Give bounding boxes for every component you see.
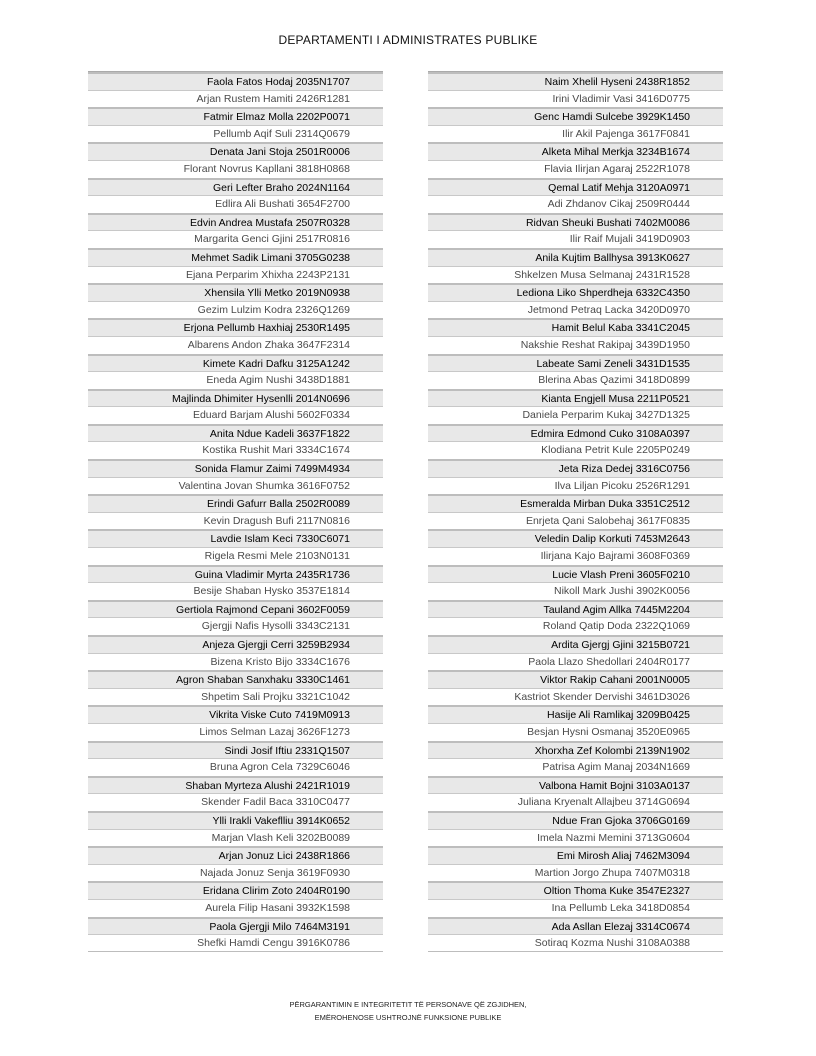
list-item: Arjan Jonuz Lici 2438R1866 [88, 846, 383, 864]
list-item: Enrjeta Qani Salobehaj 3617F0835 [428, 512, 723, 530]
list-item: Paola Llazo Shedollari 2404R0177 [428, 653, 723, 671]
list-item: Rigela Resmi Mele 2103N0131 [88, 547, 383, 565]
list-item: Adi Zhdanov Cikaj 2509R0444 [428, 195, 723, 213]
list-item: Guina Vladimir Myrta 2435R1736 [88, 565, 383, 583]
document-title: DEPARTAMENTI I ADMINISTRATES PUBLIKE [278, 33, 538, 47]
list-item: Kostika Rushit Mari 3334C1674 [88, 441, 383, 459]
list-item: Sindi Josif Iftiu 2331Q1507 [88, 741, 383, 759]
list-item: Pellumb Aqif Suli 2314Q0679 [88, 125, 383, 143]
list-item: Patrisa Agim Manaj 2034N1669 [428, 758, 723, 776]
list-item: Florant Novrus Kapllani 3818H0868 [88, 160, 383, 178]
list-item: Gjergji Nafis Hysolli 3343C2131 [88, 617, 383, 635]
list-item: Veledin Dalip Korkuti 7453M2643 [428, 529, 723, 547]
list-item: Valbona Hamit Bojni 3103A0137 [428, 776, 723, 794]
list-item: Esmeralda Mirban Duka 3351C2512 [428, 494, 723, 512]
list-item: Agron Shaban Sanxhaku 3330C1461 [88, 670, 383, 688]
list-item: Ilirjana Kajo Bajrami 3608F0369 [428, 547, 723, 565]
list-item: Edvin Andrea Mustafa 2507R0328 [88, 213, 383, 231]
list-item: Oltion Thoma Kuke 3547E2327 [428, 881, 723, 899]
list-item: Eridana Clirim Zoto 2404R0190 [88, 881, 383, 899]
list-item: Shkelzen Musa Selmanaj 2431R1528 [428, 266, 723, 284]
list-item: Sonida Flamur Zaimi 7499M4934 [88, 459, 383, 477]
footer-line-2: EMËROHENOSE USHTROJNË FUNKSIONE PUBLIKE [314, 1013, 502, 1022]
list-item: Klodiana Petrit Kule 2205P0249 [428, 441, 723, 459]
list-item: Besjan Hysni Osmanaj 3520E0965 [428, 723, 723, 741]
list-item: Mehmet Sadik Limani 3705G0238 [88, 248, 383, 266]
list-item: Lavdie Islam Keci 7330C6071 [88, 529, 383, 547]
list-item: Margarita Genci Gjini 2517R0816 [88, 230, 383, 248]
list-item: Lucie Vlash Preni 3605F0210 [428, 565, 723, 583]
list-item: Denata Jani Stoja 2501R0006 [88, 142, 383, 160]
list-item: Naim Xhelil Hyseni 2438R1852 [428, 72, 723, 90]
list-item: Ilir Raif Mujali 3419D0903 [428, 230, 723, 248]
list-item: Flavia Ilirjan Agaraj 2522R1078 [428, 160, 723, 178]
list-item: Ejana Perparim Xhixha 2243P2131 [88, 266, 383, 284]
list-item: Blerina Abas Qazimi 3418D0899 [428, 371, 723, 389]
list-item: Paola Gjergji Milo 7464M3191 [88, 917, 383, 935]
list-item: Arjan Rustem Hamiti 2426R1281 [88, 90, 383, 108]
list-item: Ilir Akil Pajenga 3617F0841 [428, 125, 723, 143]
list-item: Geri Lefter Braho 2024N1164 [88, 178, 383, 196]
list-item: Martion Jorgo Zhupa 7407M0318 [428, 864, 723, 882]
list-item: Xhensila Ylli Metko 2019N0938 [88, 283, 383, 301]
list-item: Shefki Hamdi Cengu 3916K0786 [88, 934, 383, 952]
list-item: Ina Pellumb Leka 3418D0854 [428, 899, 723, 917]
list-item: Irini Vladimir Vasi 3416D0775 [428, 90, 723, 108]
list-item: Bizena Kristo Bijo 3334C1676 [88, 653, 383, 671]
list-item: Edlira Ali Bushati 3654F2700 [88, 195, 383, 213]
list-item: Eduard Barjam Alushi 5602F0334 [88, 406, 383, 424]
list-item: Najada Jonuz Senja 3619F0930 [88, 864, 383, 882]
list-item: Jeta Riza Dedej 3316C0756 [428, 459, 723, 477]
list-item: Besije Shaban Hysko 3537E1814 [88, 582, 383, 600]
list-item: Edmira Edmond Cuko 3108A0397 [428, 424, 723, 442]
list-item: Daniela Perparim Kukaj 3427D1325 [428, 406, 723, 424]
list-item: Albarens Andon Zhaka 3647F2314 [88, 336, 383, 354]
list-item: Jetmond Petraq Lacka 3420D0970 [428, 301, 723, 319]
list-item: Erjona Pellumb Haxhiaj 2530R1495 [88, 318, 383, 336]
list-item: Kevin Dragush Bufi 2117N0816 [88, 512, 383, 530]
list-item: Ndue Fran Gjoka 3706G0169 [428, 811, 723, 829]
list-item: Kastriot Skender Dervishi 3461D3026 [428, 688, 723, 706]
list-item: Gertiola Rajmond Cepani 3602F0059 [88, 600, 383, 618]
list-item: Faola Fatos Hodaj 2035N1707 [88, 72, 383, 90]
list-item: Ilva Liljan Picoku 2526R1291 [428, 477, 723, 495]
list-item: Ridvan Sheuki Bushati 7402M0086 [428, 213, 723, 231]
list-item: Hasije Ali Ramlikaj 3209B0425 [428, 705, 723, 723]
list-item: Sotiraq Kozma Nushi 3108A0388 [428, 934, 723, 952]
list-item: Anjeza Gjergji Cerri 3259B2934 [88, 635, 383, 653]
list-item: Majlinda Dhimiter Hysenlli 2014N0696 [88, 389, 383, 407]
list-item: Roland Qatip Doda 2322Q1069 [428, 617, 723, 635]
list-item: Skender Fadil Baca 3310C0477 [88, 793, 383, 811]
list-item: Alketa Mihal Merkja 3234B1674 [428, 142, 723, 160]
list-item: Eneda Agim Nushi 3438D1881 [88, 371, 383, 389]
left-name-list [88, 71, 383, 952]
document-footer [0, 998, 816, 1024]
list-item: Vikrita Viske Cuto 7419M0913 [88, 705, 383, 723]
list-item: Hamit Belul Kaba 3341C2045 [428, 318, 723, 336]
list-item: Emi Mirosh Aliaj 7462M3094 [428, 846, 723, 864]
list-item: Bruna Agron Cela 7329C6046 [88, 758, 383, 776]
right-name-list [428, 71, 723, 952]
list-item: Tauland Agim Allka 7445M2204 [428, 600, 723, 618]
list-item: Shaban Myrteza Alushi 2421R1019 [88, 776, 383, 794]
list-item: Gezim Lulzim Kodra 2326Q1269 [88, 301, 383, 319]
footer-line-1: PËRGARANTIMIN E INTEGRITETIT TË PERSONAVE QË ZGJIDHEN, [289, 1000, 527, 1009]
list-item: Ylli Irakli Vakeflliu 3914K0652 [88, 811, 383, 829]
list-item: Shpetim Sali Projku 3321C1042 [88, 688, 383, 706]
list-item: Marjan Vlash Keli 3202B0089 [88, 829, 383, 847]
list-item: Erindi Gafurr Balla 2502R0089 [88, 494, 383, 512]
list-item: Valentina Jovan Shumka 3616F0752 [88, 477, 383, 495]
list-item: Fatmir Elmaz Molla 2202P0071 [88, 107, 383, 125]
list-item: Anita Ndue Kadeli 3637F1822 [88, 424, 383, 442]
list-item: Xhorxha Zef Kolombi 2139N1902 [428, 741, 723, 759]
list-item: Labeate Sami Zeneli 3431D1535 [428, 354, 723, 372]
list-item: Viktor Rakip Cahani 2001N0005 [428, 670, 723, 688]
list-item: Lediona Liko Shperdheja 6332C4350 [428, 283, 723, 301]
list-item: Kimete Kadri Dafku 3125A1242 [88, 354, 383, 372]
list-item: Anila Kujtim Ballhysa 3913K0627 [428, 248, 723, 266]
list-item: Kianta Engjell Musa 2211P0521 [428, 389, 723, 407]
list-item: Qemal Latif Mehja 3120A0971 [428, 178, 723, 196]
list-item: Limos Selman Lazaj 3626F1273 [88, 723, 383, 741]
list-item: Nakshie Reshat Rakipaj 3439D1950 [428, 336, 723, 354]
list-item: Nikoll Mark Jushi 3902K0056 [428, 582, 723, 600]
list-item: Imela Nazmi Memini 3713G0604 [428, 829, 723, 847]
list-item: Genc Hamdi Sulcebe 3929K1450 [428, 107, 723, 125]
list-item: Ardita Gjergj Gjini 3215B0721 [428, 635, 723, 653]
list-item: Aurela Filip Hasani 3932K1598 [88, 899, 383, 917]
list-item: Ada Asllan Elezaj 3314C0674 [428, 917, 723, 935]
list-item: Juliana Kryenalt Allajbeu 3714G0694 [428, 793, 723, 811]
